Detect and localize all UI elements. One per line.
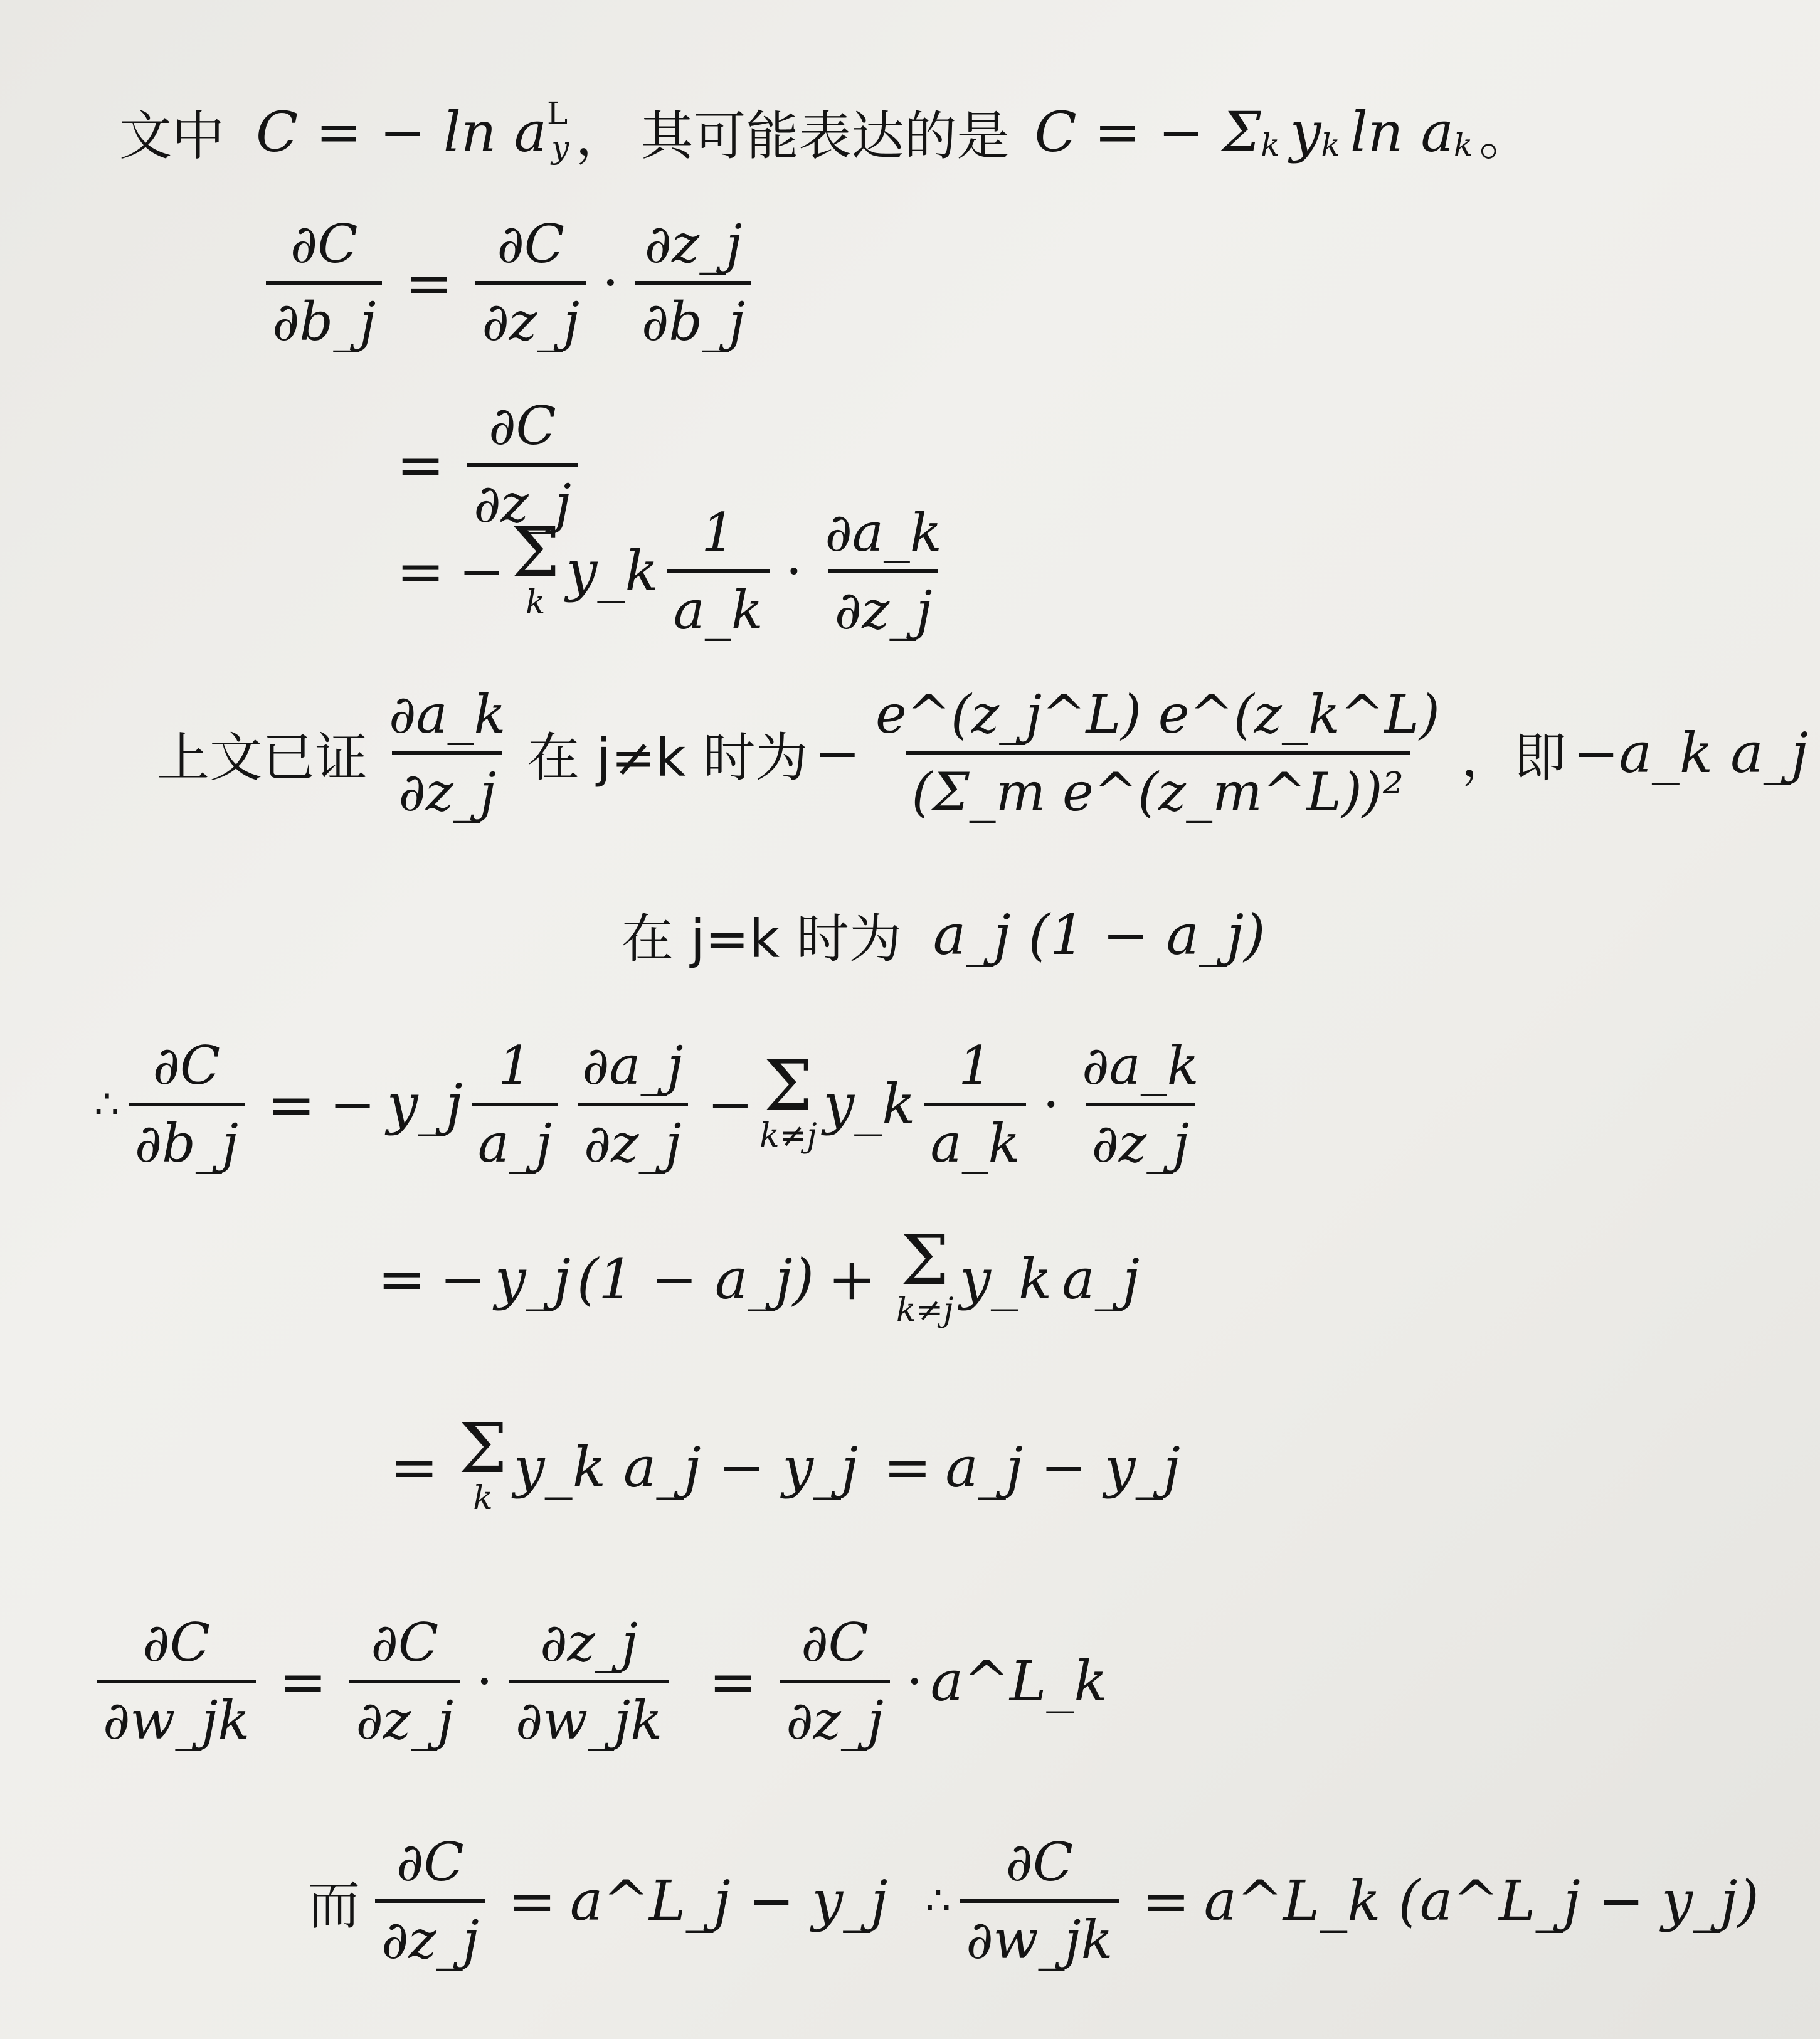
therefore-symbol: ∴ (925, 1878, 951, 1924)
cjk-text-and: 而 (307, 1874, 361, 1936)
line-sum-expansion (383, 502, 957, 641)
a-j: a_j (1062, 1246, 1140, 1311)
result-aj-1-minus-aj: a_j (1 − a_j) (933, 902, 1266, 967)
ln-a: ln a (1350, 99, 1454, 164)
aLj-minus-yj: a^L_j − y_j (569, 1868, 888, 1933)
dot-operator: · (906, 1651, 923, 1712)
line-final-weight-gradient (301, 1831, 1759, 1971)
line-therefore-dC-dbj (94, 1035, 1214, 1174)
fraction-dzj-dwjk: $\frac{\partial z\_j}{\partial w\_jk}$ (509, 1612, 669, 1751)
sum-over-k-neq-j: Σ k≠j (759, 1045, 817, 1155)
line-simplify-bias-gradient (376, 1408, 1180, 1517)
equals-sign: = (278, 1648, 327, 1715)
subscript-y: y (551, 129, 569, 166)
cjk-text-wenzhong: 文中 (119, 105, 225, 167)
fraction-dC-dwjk: $\frac{\partial C}{\partial w\_jk}$ (97, 1612, 256, 1751)
cjk-text-possible-expression: 其可能表达的是 (640, 105, 1010, 167)
equals-sign: = (883, 1434, 932, 1501)
a-L-k: a^L_k (930, 1649, 1108, 1713)
fraction-dC-dbj: $\frac{\partial C}{\partial b\_j}$ (129, 1035, 245, 1174)
sum-over-k: Σ k (511, 512, 560, 622)
y-k: y_k (823, 1072, 916, 1136)
cjk-text-i-e: ，即 (1461, 726, 1567, 788)
fraction-dC-dzj: $\frac{\partial C}{\partial z\_j}$ (467, 395, 578, 534)
sum-over-k: Σ k (458, 1408, 507, 1517)
yk-aj-minus-yj: y_k a_j − y_j (513, 1434, 859, 1500)
cost-expression: C = − ln a (256, 99, 547, 164)
therefore-symbol: ∴ (94, 1081, 120, 1128)
equals-sign: = (390, 1434, 439, 1501)
sum-over-k-neq-j: Σ k≠j (896, 1220, 954, 1329)
line-cost-definition (113, 94, 1538, 170)
equals-sign: = (507, 1867, 556, 1935)
general-cost: C = − Σ (1034, 99, 1261, 164)
cjk-text-when-j-neq-k: 在 j≠k 时为 (527, 726, 808, 788)
y-k: y_k (566, 539, 659, 603)
equals-sign: = (1141, 1867, 1190, 1935)
equals-sign: = (267, 1071, 316, 1138)
fraction-dzj-dbj: $\frac{\partial z\_j}{\partial b\_j}$ (635, 213, 751, 352)
equals-sign: = (378, 1246, 426, 1313)
minus-sign: − (814, 721, 860, 785)
equals-sign: = (405, 249, 453, 317)
fraction-dC-dwjk: $\frac{\partial C}{\partial w\_jk}$ (960, 1831, 1119, 1971)
dot-operator: · (785, 541, 803, 602)
y-sub-k: k (1321, 126, 1340, 163)
line-softmax-derivative-j-eq-k (615, 897, 1266, 973)
result-aj-minus-yj: a_j − y_j (945, 1434, 1180, 1500)
equals-sign: = (396, 538, 445, 605)
line-substitution (364, 1220, 1140, 1329)
dot-operator: · (1042, 1074, 1060, 1135)
fraction-dC-dzj: $\frac{\partial C}{\partial z\_j}$ (475, 213, 586, 352)
period: 。 (1479, 105, 1532, 167)
dot-operator: · (476, 1651, 493, 1712)
minus-sign: − (458, 539, 505, 603)
fraction-dC-dzj: $\frac{\partial C}{\partial z\_j}$ (780, 1612, 890, 1751)
equals-sign: = (709, 1648, 758, 1715)
fraction-softmax-cross: $\frac{e\^{}(z\_j\^{}L) e\^{}(z\_k\^{}L)}{\text{(Σ\_m e\textasciicircum{}(z\_m\textasciicircum{}L))²}}$ (875, 684, 1440, 823)
cjk-text-previously-proven: 上文已证 (157, 726, 368, 788)
minus-sign: − (707, 1072, 754, 1136)
fraction-dC-dbj: $\frac{\partial C}{\partial b\_j}$ (266, 213, 382, 352)
fraction-1-ak: $\frac{1}{a\_k}$ (924, 1035, 1026, 1174)
superscript-L: L (547, 95, 568, 132)
fraction-dak-dzj: $\frac{\partial a\_k}{\partial z\_j}$ (389, 684, 506, 823)
line-softmax-derivative-j-neq-k (151, 684, 1808, 823)
y-j: y_j (386, 1072, 463, 1136)
fraction-dak-dzj: $\frac{\partial a\_k}{\partial z\_j}$ (825, 502, 942, 641)
y-j: y_j (494, 1246, 571, 1311)
minus-sign: − (329, 1072, 376, 1136)
comma: ， (575, 105, 628, 167)
sum-index-k: k (1261, 126, 1280, 163)
fraction-dak-dzj: $\frac{\partial a\_k}{\partial z\_j}$ (1082, 1035, 1199, 1174)
line-dC-dwjk-chain (88, 1612, 1108, 1751)
cjk-text-when-j-eq-k: 在 j=k 时为 (621, 908, 902, 970)
final-result: a^L_k (a^L_j − y_j) (1204, 1868, 1759, 1933)
y-symbol: y (1289, 99, 1321, 164)
minus-sign: − (440, 1246, 486, 1311)
fraction-daj-dzj: $\frac{\partial a\_j}{\partial z\_j}$ (576, 1035, 690, 1174)
fraction-dC-dzj: $\frac{\partial C}{\partial z\_j}$ (349, 1612, 460, 1751)
plus-sign: + (827, 1246, 877, 1313)
y-k: y_k (960, 1246, 1052, 1311)
one-minus-aj: (1 − a_j) (576, 1246, 814, 1311)
result-neg-ak-aj: −a_k a_j (1572, 721, 1808, 785)
line-dC-dbj-chain (257, 213, 760, 352)
dot-operator: · (602, 252, 619, 314)
fraction-1-aj: $\frac{1}{a\_j}$ (472, 1035, 558, 1174)
fraction-1-ak: $\frac{1}{a\_k}$ (667, 502, 770, 641)
a-sub-k: k (1454, 126, 1473, 163)
equals-sign: = (396, 431, 445, 499)
fraction-dC-dzj: $\frac{\partial C}{\partial z\_j}$ (375, 1831, 485, 1971)
